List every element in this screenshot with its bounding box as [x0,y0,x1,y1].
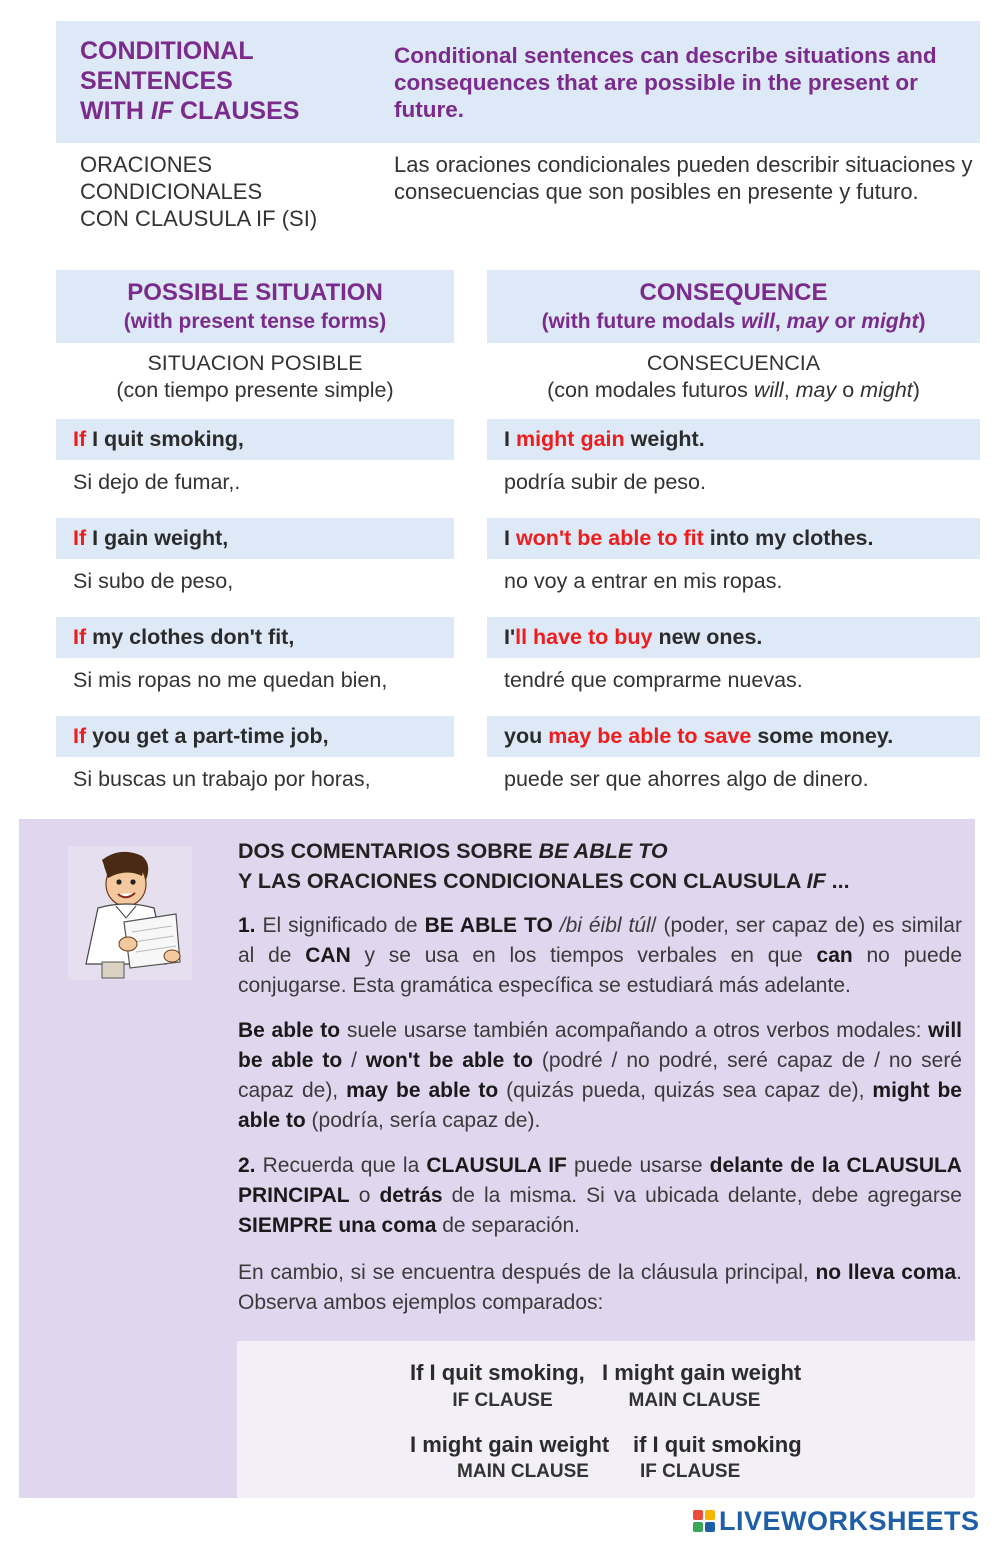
modal-phrase: might gain [515,427,625,451]
situation-en [56,518,454,559]
subtitle-text: ) [918,310,926,333]
page-title-es-line: ORACIONES [80,152,213,177]
liveworksheets-logo [693,1506,980,1536]
page-title [80,36,380,126]
example-1-if-label: IF CLAUSE [452,1390,553,1411]
situation-en [56,716,454,757]
column-title-es: CONSECUENCIA [646,351,821,375]
note-paragraph-1 [238,911,962,1001]
column-subtitle [487,308,980,336]
logo-grid-icon [693,1510,715,1532]
subtitle-text: ) [912,378,920,402]
column-title: CONSEQUENCE [639,279,828,306]
note-text: (podría, sería capaz de). [305,1109,541,1132]
if-word: If [73,526,87,550]
consequence-text: you [504,724,549,748]
example-1-main-clause: I might gain weight [602,1360,802,1385]
example-2-main-clause: I might gain weight [410,1432,610,1457]
note-bold: won't be able to [365,1049,533,1072]
situation-text: my clothes don't fit, [86,625,295,649]
subtitle-modal: will [753,378,784,402]
note-text: (podré / no podré, seré capaz de / no seré capaz de), [238,1049,962,1102]
situation-text: you get a part-time job, [86,724,329,748]
subtitle-text: (con modales futuros [547,378,754,402]
example-2-if-clause: if I quit smoking [633,1432,802,1457]
title-text: ... [825,869,850,893]
column-header-situation [56,270,454,343]
title-text: WITH [80,97,151,125]
consequence-en [487,617,980,658]
consequence-es: puede ser que ahorres algo de dinero. [504,767,869,791]
consequence-en [487,518,980,559]
note-bold: can [816,944,853,967]
logo-text: LIVEWORKSHEETS [719,1505,980,1536]
boy-reading-illustration [68,846,192,980]
note-text: Recuerda que la [255,1154,427,1177]
note-paragraph-4 [238,1258,962,1318]
page-title-line: SENTENCES [80,67,233,95]
note-bold: SIEMPRE una coma [238,1214,437,1237]
situation-es: Si dejo de fumar,. [73,470,241,494]
subtitle-text: or [828,310,862,333]
subtitle-modal: may [786,310,829,333]
consequence-en [487,716,980,757]
column-subheader-situation-es [56,350,454,404]
column-subheader-consequence-es [487,350,980,404]
consequence-text: new ones. [652,625,763,649]
note-text: o [349,1184,380,1207]
title-if: IF [150,97,174,125]
modal-phrase: may be able to save [548,724,752,748]
note-paragraph-3 [238,1151,962,1241]
consequence-text: I [504,526,516,550]
note-bold: might be able to [238,1079,962,1132]
situation-es: Si subo de peso, [73,569,234,593]
situation-es: Si mis ropas no me quedan bien, [73,668,388,692]
situation-text: I quit smoking, [86,427,244,451]
note-bold: delante de la CLAUSULA PRINCIPAL [238,1154,962,1207]
note-text: / [342,1049,366,1072]
title-text: Y LAS ORACIONES CONDICIONALES CON CLAUSULA [238,869,807,893]
note-bold: CAN [305,944,351,967]
consequence-en [487,419,980,460]
note-text: no puede conjugarse. Esta gramática específica se estudiará más adelante. [238,944,962,997]
column-title: POSSIBLE SITUATION [127,279,383,306]
modal-phrase: ll have to buy [515,625,653,649]
column-header-consequence [487,270,980,343]
note-number: 2. [238,1154,256,1177]
consequence-text: I [504,427,516,451]
column-subtitle: (with present tense forms) [123,310,387,333]
page-title-es [80,151,390,232]
subtitle-modal: may [795,378,837,402]
situation-en [56,617,454,658]
subtitle-text: o [836,378,861,402]
situation-en [56,419,454,460]
consequence-text: weight. [624,427,705,451]
consequence-text: some money. [751,724,894,748]
subtitle-modal: might [861,310,919,333]
consequence-text: I' [504,625,516,649]
if-word: If [73,625,87,649]
column-title-es: SITUACION POSIBLE [147,351,363,375]
subtitle-text: , [774,310,787,333]
note-bold: BE ABLE TO [424,914,553,937]
note-bold: detrás [379,1184,443,1207]
consequence-es: no voy a entrar en mis ropas. [504,569,783,593]
if-word: If [73,427,87,451]
note-bold: no lleva coma [815,1261,957,1284]
note-text: / (poder, ser capaz de) es similar al de [238,914,962,967]
notes-title-line [238,866,962,896]
note-bold: Be able to [238,1019,341,1042]
page-title-es-line: CON CLAUSULA IF (SI) [80,206,318,231]
note-text: suele usarse también acompañando a otros verbos modales: [340,1019,929,1042]
column-subtitle-es: (con tiempo presente simple) [116,378,394,402]
notes-title [238,836,962,896]
notes-title-line [238,836,962,866]
page-title-line [80,96,380,126]
note-text: de separación. [436,1214,580,1237]
situation-text: I gain weight, [86,526,229,550]
note-number: 1. [238,914,256,937]
note-bold: may be able to [346,1079,499,1102]
title-em: BE ABLE TO [538,839,668,863]
example-2-if-label: IF CLAUSE [640,1461,741,1482]
note-text: de la misma. Si va ubicada delante, debe agregarse [442,1184,962,1207]
note-text: (quizás pueda, quizás sea capaz de), [498,1079,873,1102]
note-phonetic: /bi éibl túl [552,914,651,937]
page-description: Conditional sentences can describe situations and consequences that are possible in the present or future. [394,43,937,122]
title-em: IF [806,869,826,893]
consequence-es: podría subir de peso. [504,470,706,494]
modal-phrase: won't be able to fit [515,526,704,550]
note-paragraph-2 [238,1016,962,1136]
page-title-es-line: CONDICIONALES [80,179,263,204]
title-text: DOS COMENTARIOS SOBRE [238,839,539,863]
title-text: CLAUSES [173,97,300,125]
example-1-if-clause: If I quit smoking, [410,1360,585,1385]
subtitle-modal: might [860,378,913,402]
note-text: y se usa en los tiempos verbales en que [350,944,817,967]
note-text: . Observa ambos ejemplos comparados: [238,1261,962,1314]
example-2-main-label: MAIN CLAUSE [457,1461,589,1482]
page-description-es: Las oraciones condicionales pueden describir situaciones y consecuencias que son posibles en presente y futuro. [394,152,973,204]
column-subtitle-es [487,377,980,404]
if-word: If [73,724,87,748]
note-bold: CLAUSULA IF [426,1154,567,1177]
consequence-es: tendré que comprarme nuevas. [504,668,803,692]
note-bold: will be able to [238,1019,962,1072]
subtitle-text: , [783,378,796,402]
note-text: El significado de [255,914,425,937]
page-title-line: CONDITIONAL [80,37,254,65]
subtitle-modal: will [741,310,775,333]
example-1-main-label: MAIN CLAUSE [628,1390,761,1411]
consequence-text: into my clothes. [703,526,874,550]
subtitle-text: (with future modals [541,310,742,333]
note-text: puede usarse [566,1154,710,1177]
situation-es: Si buscas un trabajo por horas, [73,767,371,791]
note-text: En cambio, si se encuentra después de la cláusula principal, [238,1261,816,1284]
